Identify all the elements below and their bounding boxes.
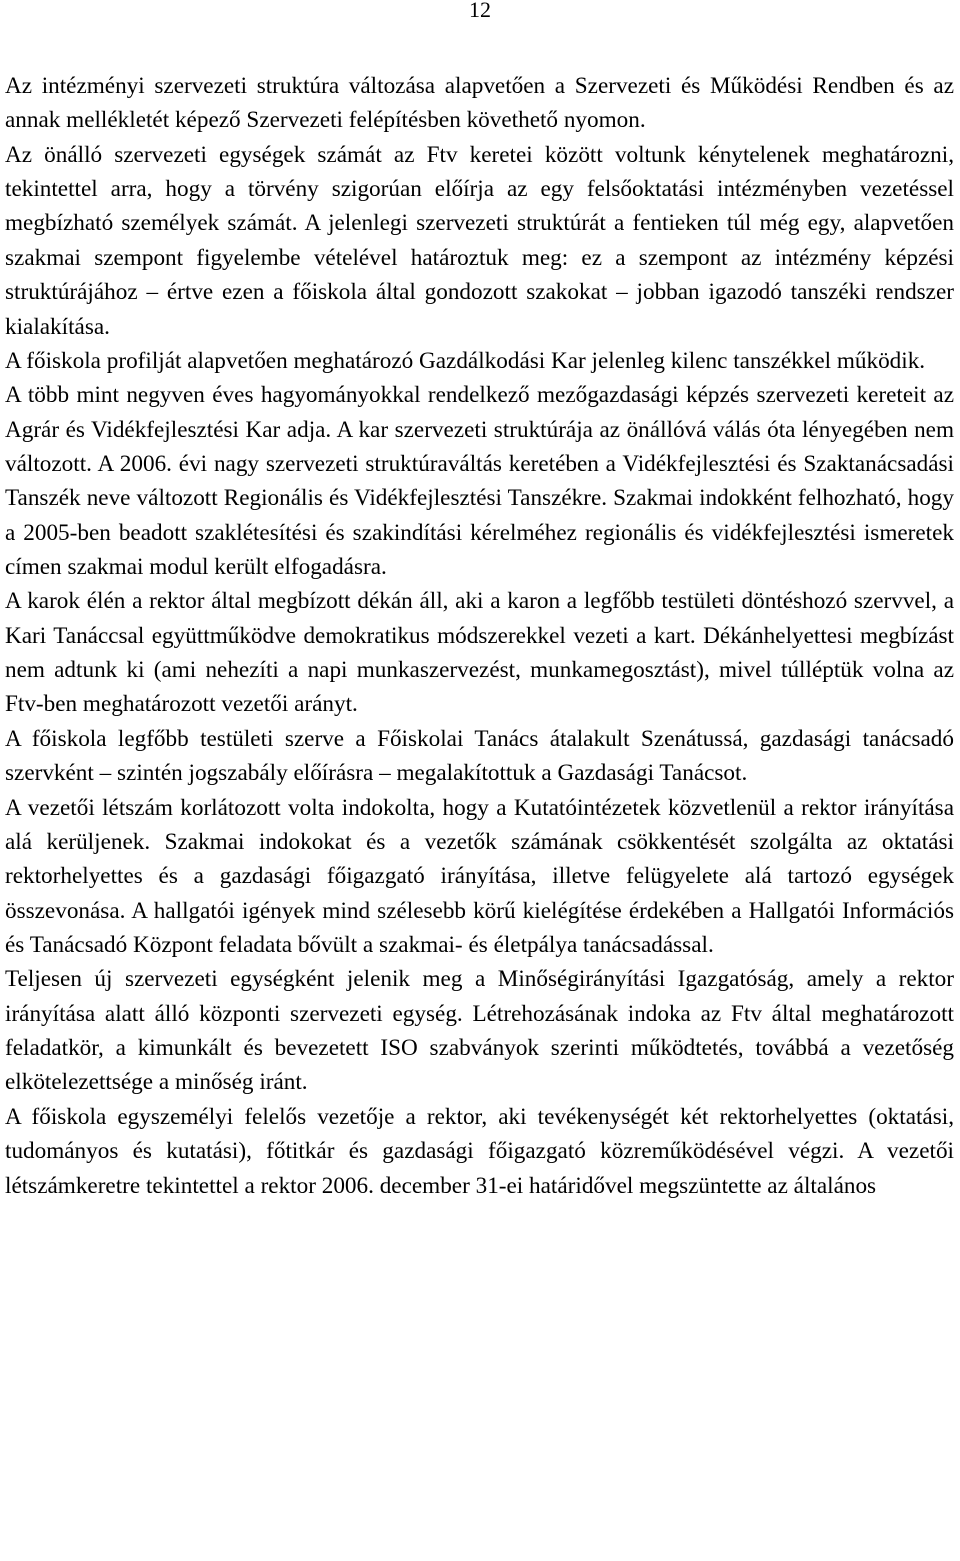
paragraph: Az önálló szervezeti egységek számát az Ftv keretei között voltunk kénytelenek meghatározni, tekintettel arra, hogy a törvény szigorúan előírja az egy felsőoktatási intézményben vezetéssel megbízható személyek számát. A jelenlegi szervezeti struktúrát a fentieken túl még egy, alapvetően szakmai szempont figyelembe vételével határoztuk meg: ez a szempont az intézmény képzési struktúrájához – értve ezen a főiskola által gondozott szakokat – jobban igazodó tanszéki rendszer kialakítása. [5, 141, 954, 340]
paragraph: Az intézményi szervezeti struktúra változása alapvetően a Szervezeti és Működési Rendben és az annak mellékletét képező Szervezeti felépítésben követhető nyomon. [5, 73, 954, 134]
paragraph: A több mint negyven éves hagyományokkal rendelkező mezőgazdasági képzés szervezeti kereteit az Agrár és Vidékfejlesztési Kar adja. A kar szervezeti struktúrája az önállóvá válás óta lényegében nem változott. A 2006. évi nagy szervezeti struktúraváltás keretében a Vidékfejlesztési és Szaktanácsadási Tanszék neve változott Regionális és Vidékfejlesztési Tanszékre. Szakmai indokként felhozható, hogy a 2005-ben beadott szaklétesítési és szakindítási kérelméhez regionális és vidékfejlesztési ismeretek címen szakmai modul került elfogadásra. [5, 382, 954, 581]
paragraph: A karok élén a rektor által megbízott dékán áll, aki a karon a legfőbb testületi döntéshozó szervvel, a Kari Tanáccsal együttműködve demokratikus módszerekkel vezeti a kart. Dékánhelyettesi megbízást nem adtunk ki (ami nehezíti a napi munkaszervezést, munkamegosztást), mivel túlléptük volna az Ftv-ben meghatározott vezetői arányt. [5, 588, 954, 718]
paragraph: Teljesen új szervezeti egységként jelenik meg a Minőségirányítási Igazgatóság, amely a rektor irányítása alatt álló központi szervezeti egység. Létrehozásának indoka az Ftv által meghatározott feladatkör, a kimunkált és bevezetett ISO szabványok szerinti működtetés, továbbá a vezetőség elkötelezettsége a minőség iránt. [5, 966, 954, 1096]
paragraph: A főiskola legfőbb testületi szerve a Főiskolai Tanács átalakult Szenátussá, gazdasági tanácsadó szervként – szintén jogszabály előírásra – megalakítottuk a Gazdasági Tanácsot. [5, 725, 954, 787]
page-number: 12 [469, 0, 491, 22]
paragraph: A főiskola profilját alapvetően meghatározó Gazdálkodási Kar jelenleg kilenc tanszékkel működik. [5, 347, 926, 374]
paragraph: A főiskola egyszemélyi felelős vezetője a rektor, aki tevékenységét két rektorhelyettes (oktatási, tudományos és kutatási), főtitkár és gazdasági főigazgató közreműködésével végzi. A vezetői létszámkeretre tekintettel a rektor 2006. december 31-ei határidővel megszüntette az általános [5, 1103, 954, 1199]
paragraph: A vezetői létszám korlátozott volta indokolta, hogy a Kutatóintézetek közvetlenül a rektor irányítása alá kerüljenek. Szakmai indokokat és a vezetők számának csökkentését szolgálta az oktatási rektorhelyettes és a gazdasági főigazgató irányítása, illetve felügyelete alá tartozó egységek összevonása. A hallgatói igények mind szélesebb körű kielégítése érdekében a Hallgatói Információs és Tanácsadó Központ feladata bővült a szakmai- és életpálya tanácsadással. [5, 794, 954, 958]
document-body [5, 69, 954, 1203]
